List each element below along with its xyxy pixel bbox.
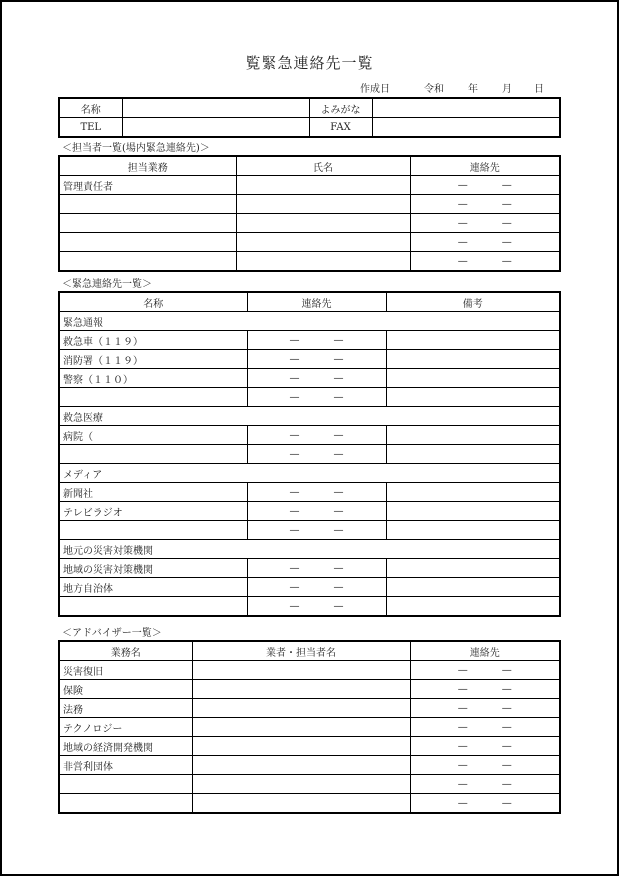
staff-name-cell[interactable] [236, 195, 410, 214]
contact-number-cell[interactable]: — — [247, 331, 386, 350]
table-row [59, 483, 560, 502]
advisor-contact-cell[interactable]: — — [410, 718, 560, 737]
table-row [59, 502, 560, 521]
advisor-contact-cell[interactable]: — — [410, 680, 560, 699]
fax-label: FAX [309, 118, 372, 138]
table-row [59, 252, 560, 272]
created-label: 作成日 [360, 84, 390, 95]
advisor-service-cell: 地域の経済開発機関 [59, 737, 192, 756]
table-row [59, 794, 560, 814]
staff-contact-cell[interactable]: — — [410, 252, 560, 272]
staff-duty-cell[interactable] [59, 233, 236, 252]
advisor-col-vendor: 業者・担当者名 [192, 641, 410, 661]
table-row [59, 737, 560, 756]
day-label: 日 [534, 84, 544, 95]
contact-number-cell[interactable]: — — [247, 483, 386, 502]
staff-col-name: 氏名 [236, 156, 410, 176]
year-label: 年 [468, 84, 478, 95]
tel-field[interactable] [122, 118, 309, 138]
staff-contact-cell[interactable]: — — [410, 214, 560, 233]
staff-name-cell[interactable] [236, 176, 410, 195]
table-row [59, 718, 560, 737]
staff-contact-cell[interactable]: — — [410, 195, 560, 214]
contact-name-cell: 救急車（１１９） [59, 331, 247, 350]
notes-cell[interactable] [386, 559, 560, 578]
emergency-section-label: ＜緊急連絡先一覧＞ [62, 279, 152, 290]
advisor-contact-cell[interactable]: — — [410, 794, 560, 814]
contact-number-cell[interactable]: — — [247, 559, 386, 578]
yomigana-label: よみがな [309, 98, 372, 118]
advisor-col-contact: 連絡先 [410, 641, 560, 661]
contact-name-cell[interactable] [59, 521, 247, 540]
fax-field[interactable] [372, 118, 560, 138]
advisor-service-cell: 非営利団体 [59, 756, 192, 775]
contact-number-cell[interactable]: — — [247, 388, 386, 407]
table-row [59, 775, 560, 794]
table-row [59, 597, 560, 617]
advisor-vendor-cell[interactable] [192, 737, 410, 756]
era-label: 令和 [424, 84, 444, 95]
table-row [59, 350, 560, 369]
advisor-service-cell[interactable] [59, 775, 192, 794]
notes-cell[interactable] [386, 597, 560, 617]
contact-number-cell[interactable]: — — [247, 521, 386, 540]
contact-name-cell: 病院（ [59, 426, 247, 445]
notes-cell[interactable] [386, 445, 560, 464]
advisor-service-cell[interactable] [59, 794, 192, 814]
tel-label: TEL [59, 118, 122, 138]
advisor-contact-cell[interactable]: — — [410, 737, 560, 756]
name-label: 名称 [59, 98, 122, 118]
emergency-col-notes: 備考 [386, 292, 560, 312]
advisor-vendor-cell[interactable] [192, 718, 410, 737]
table-row [59, 521, 560, 540]
contact-number-cell[interactable]: — — [247, 502, 386, 521]
notes-cell[interactable] [386, 578, 560, 597]
advisor-service-cell: 法務 [59, 699, 192, 718]
staff-col-duty: 担当業務 [59, 156, 236, 176]
notes-cell[interactable] [386, 369, 560, 388]
table-row [59, 699, 560, 718]
staff-contact-cell[interactable]: — — [410, 176, 560, 195]
contact-name-cell[interactable] [59, 445, 247, 464]
category-row: 救急医療 [59, 407, 560, 426]
contact-name-cell: 警察（１１０） [59, 369, 247, 388]
table-row [59, 331, 560, 350]
advisor-contact-cell[interactable]: — — [410, 775, 560, 794]
category-row: メディア [59, 464, 560, 483]
table-row [59, 426, 560, 445]
staff-duty-cell[interactable] [59, 252, 236, 272]
contact-number-cell[interactable]: — — [247, 597, 386, 617]
contact-name-cell[interactable] [59, 597, 247, 617]
page-title: 覧緊急連絡先一覧 [245, 54, 374, 72]
advisor-service-cell: 保険 [59, 680, 192, 699]
contact-number-cell[interactable]: — — [247, 426, 386, 445]
notes-cell[interactable] [386, 426, 560, 445]
table-row [59, 578, 560, 597]
table-row [59, 214, 560, 233]
table-row [59, 680, 560, 699]
staff-duty-cell[interactable] [59, 195, 236, 214]
advisor-contact-cell[interactable]: — — [410, 756, 560, 775]
table-row [59, 559, 560, 578]
notes-cell[interactable] [386, 331, 560, 350]
contact-number-cell[interactable]: — — [247, 445, 386, 464]
advisor-table [58, 640, 561, 814]
staff-name-cell[interactable] [236, 233, 410, 252]
advisor-service-cell: テクノロジー [59, 718, 192, 737]
header-info-table [58, 97, 561, 138]
contact-number-cell[interactable]: — — [247, 578, 386, 597]
advisor-vendor-cell[interactable] [192, 661, 410, 680]
yomigana-field[interactable] [372, 98, 560, 118]
category-row: 地元の災害対策機関 [59, 540, 560, 559]
contact-name-cell: 地方自治体 [59, 578, 247, 597]
table-row [59, 388, 560, 407]
advisor-section-label: ＜アドバイザー一覧＞ [62, 628, 162, 639]
contact-name-cell: 地域の災害対策機関 [59, 559, 247, 578]
staff-duty-cell[interactable]: 管理責任者 [59, 176, 236, 195]
staff-section-label: ＜担当者一覧(場内緊急連絡先)＞ [62, 143, 210, 154]
advisor-vendor-cell[interactable] [192, 680, 410, 699]
contact-number-cell[interactable]: — — [247, 369, 386, 388]
advisor-contact-cell[interactable]: — — [410, 661, 560, 680]
table-row [59, 176, 560, 195]
contact-name-cell: テレビラジオ [59, 502, 247, 521]
advisor-contact-cell[interactable]: — — [410, 699, 560, 718]
staff-contact-cell[interactable]: — — [410, 233, 560, 252]
advisor-col-service: 業務名 [59, 641, 192, 661]
staff-name-cell[interactable] [236, 252, 410, 272]
staff-table [58, 155, 561, 272]
contact-name-cell[interactable] [59, 388, 247, 407]
notes-cell[interactable] [386, 502, 560, 521]
month-label: 月 [502, 84, 512, 95]
table-row [59, 661, 560, 680]
advisor-vendor-cell[interactable] [192, 756, 410, 775]
emergency-table [58, 291, 561, 617]
name-field[interactable] [122, 98, 309, 118]
emergency-col-contact: 連絡先 [247, 292, 386, 312]
table-row [59, 445, 560, 464]
staff-duty-cell[interactable] [59, 214, 236, 233]
emergency-col-name: 名称 [59, 292, 247, 312]
notes-cell[interactable] [386, 350, 560, 369]
advisor-vendor-cell[interactable] [192, 699, 410, 718]
table-row [59, 195, 560, 214]
advisor-service-cell: 災害復旧 [59, 661, 192, 680]
staff-name-cell[interactable] [236, 214, 410, 233]
advisor-vendor-cell[interactable] [192, 794, 410, 814]
table-row [59, 756, 560, 775]
table-row [59, 233, 560, 252]
contact-name-cell: 消防署（１１９） [59, 350, 247, 369]
contact-name-cell: 新聞社 [59, 483, 247, 502]
notes-cell[interactable] [386, 388, 560, 407]
category-row: 緊急通報 [59, 312, 560, 331]
advisor-vendor-cell[interactable] [192, 775, 410, 794]
notes-cell[interactable] [386, 521, 560, 540]
contact-number-cell[interactable]: — — [247, 350, 386, 369]
notes-cell[interactable] [386, 483, 560, 502]
table-row [59, 369, 560, 388]
staff-col-contact: 連絡先 [410, 156, 560, 176]
